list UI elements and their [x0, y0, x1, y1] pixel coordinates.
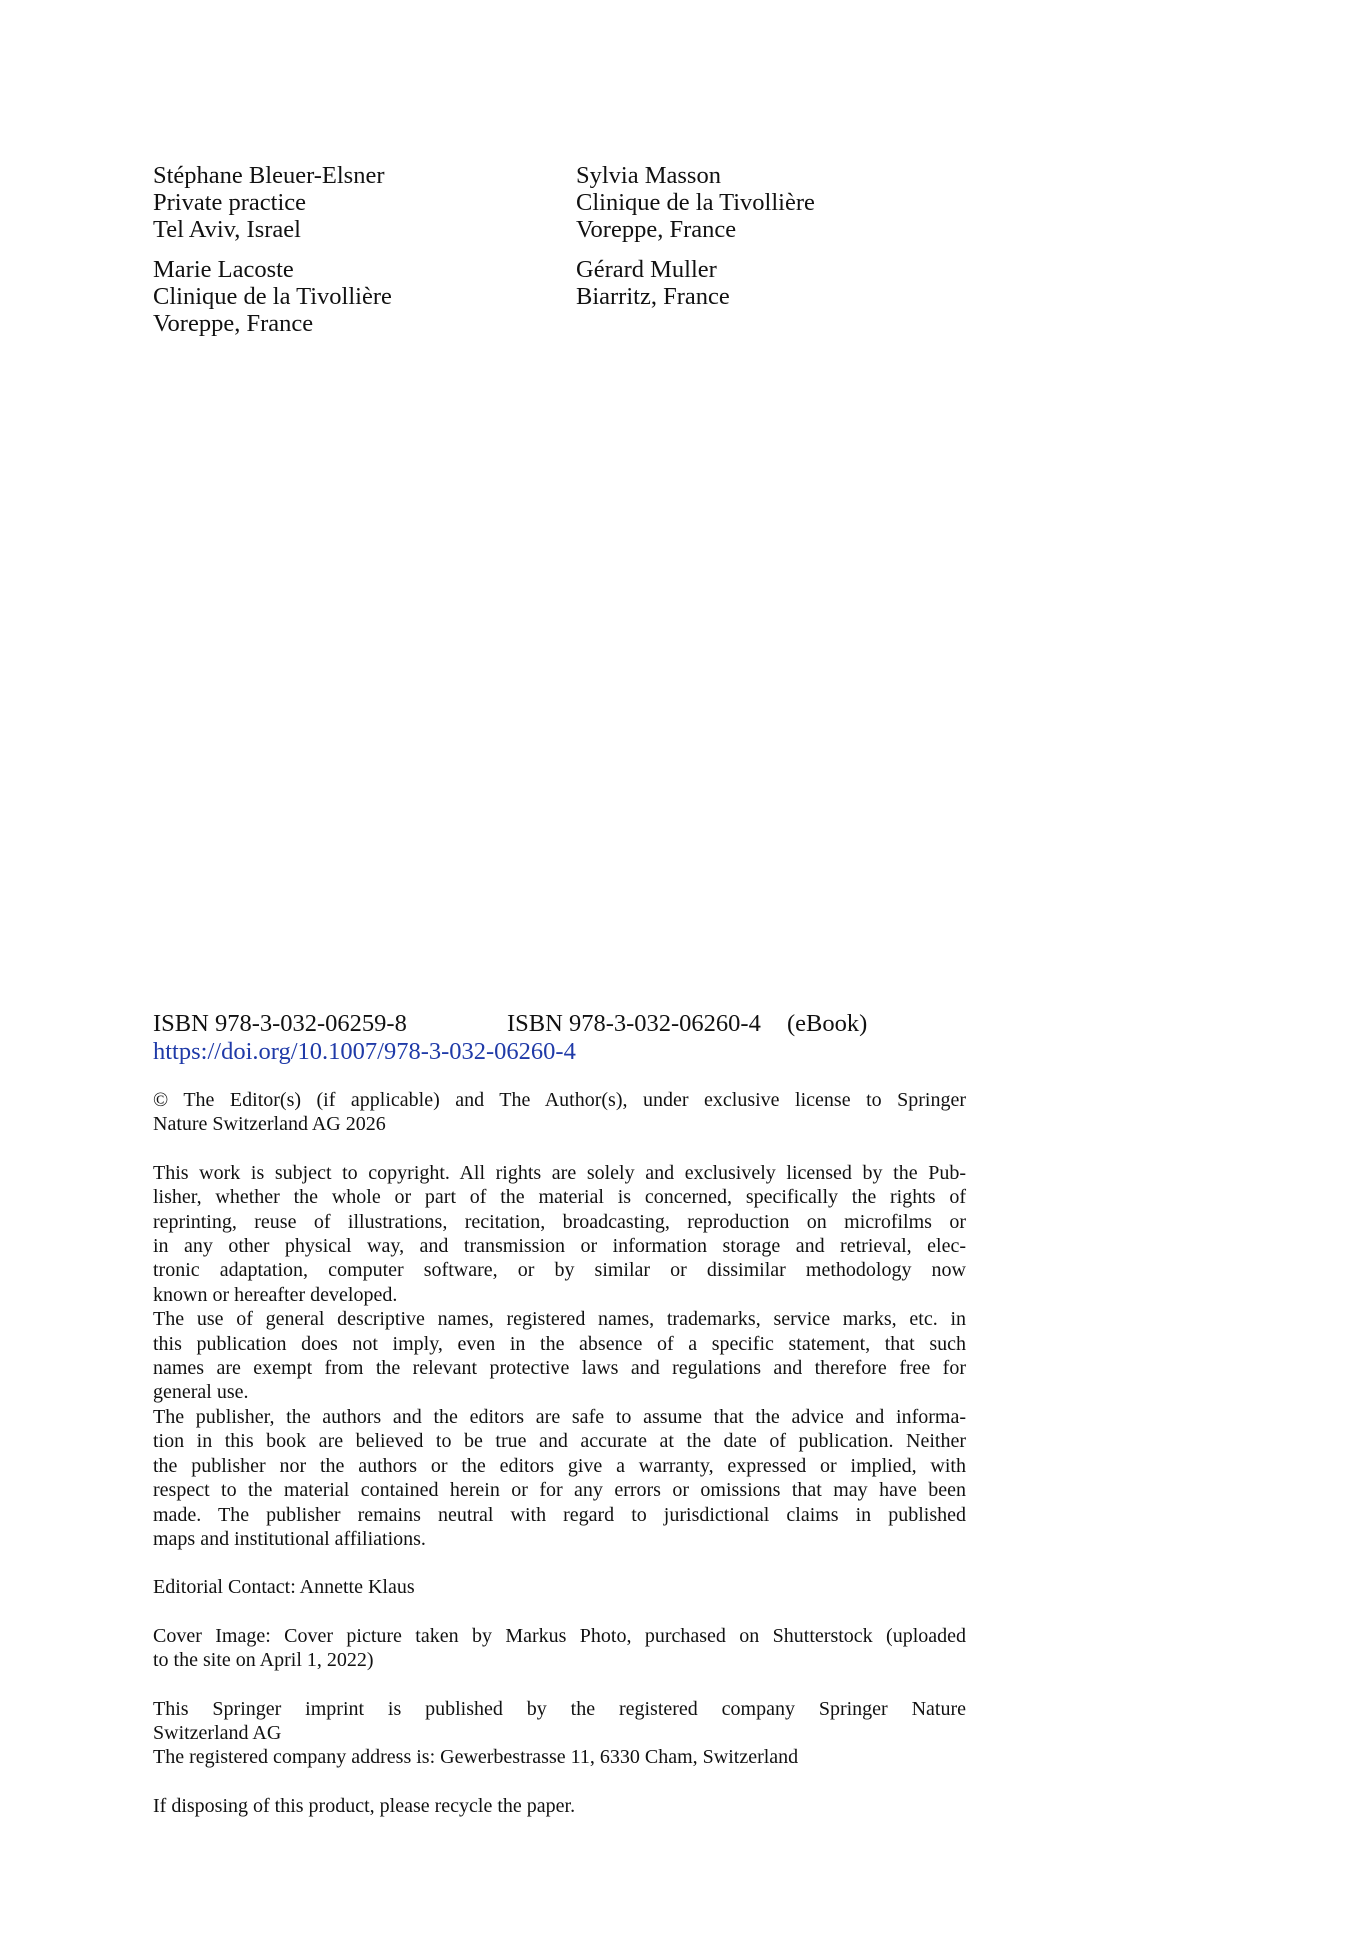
author-location: Biarritz, France: [576, 283, 730, 310]
rights-line: The use of general descriptive names, registered names, trademarks, service marks, etc. in: [153, 1308, 966, 1331]
rights-line: known or hereafter developed.: [153, 1283, 398, 1306]
rights-line: lisher, whether the whole or part of the material is concerned, specifically the rights of: [153, 1186, 966, 1209]
rights-line: tion in this book are believed to be true and accurate at the date of publication. Neither: [153, 1430, 966, 1453]
rights-line: tronic adaptation, computer software, or by similar or dissimilar methodology now: [153, 1259, 966, 1282]
author-location: Voreppe, France: [153, 310, 314, 337]
rights-line: reprinting, reuse of illustrations, recitation, broadcasting, reproduction on microfilms or: [153, 1210, 966, 1233]
copyright-notice: [153, 1088, 966, 1137]
imprint-block: [153, 1010, 966, 1818]
author-name: Gérard Muller: [576, 256, 717, 283]
editorial-contact: Editorial Contact: Annette Klaus: [153, 1576, 415, 1599]
author-location: Tel Aviv, Israel: [153, 216, 301, 243]
author-name: Stéphane Bleuer-Elsner: [153, 162, 385, 189]
author-name: Sylvia Masson: [576, 162, 721, 189]
rights-line: names are exempt from the relevant protective laws and regulations and therefore free for: [153, 1357, 966, 1380]
author-entry: [153, 162, 385, 243]
author-location: Voreppe, France: [576, 216, 737, 243]
cover-line: to the site on April 1, 2022): [153, 1649, 374, 1672]
rights-line: maps and institutional affiliations.: [153, 1527, 426, 1550]
isbn-row: [153, 1010, 966, 1037]
isbn-print: ISBN 978-3-032-06259-8: [153, 1010, 407, 1037]
rights-notice: [153, 1161, 966, 1552]
rights-line: made. The publisher remains neutral with regard to jurisdictional claims in published: [153, 1503, 966, 1526]
recycle-notice: If disposing of this product, please recycle the paper.: [153, 1794, 576, 1817]
isbn-ebook-label: (eBook): [787, 1010, 868, 1037]
rights-line: This work is subject to copyright. All rights are solely and exclusively licensed by the Pub-: [153, 1161, 966, 1184]
cover-line: Cover Image: Cover picture taken by Markus Photo, purchased on Shutterstock (uploaded: [153, 1624, 966, 1647]
author-name: Marie Lacoste: [153, 256, 294, 283]
rights-line: respect to the material contained herein or for any errors or omissions that may have been: [153, 1479, 966, 1502]
rights-line: this publication does not imply, even in the absence of a specific statement, that such: [153, 1332, 966, 1355]
author-affiliation: Clinique de la Tivollière: [576, 189, 815, 216]
author-entry: [576, 162, 815, 243]
isbn-ebook: ISBN 978-3-032-06260-4: [507, 1010, 761, 1037]
author-entry: [576, 256, 730, 310]
doi-link[interactable]: https://doi.org/10.1007/978-3-032-06260-4: [153, 1038, 576, 1065]
rights-line: The publisher, the authors and the editors are safe to assume that the advice and informa-: [153, 1405, 966, 1428]
company-notice: [153, 1697, 966, 1770]
copyright-line: Nature Switzerland AG 2026: [153, 1113, 386, 1136]
author-affiliation: Clinique de la Tivollière: [153, 283, 392, 310]
author-affiliation: Private practice: [153, 189, 307, 216]
rights-line: in any other physical way, and transmission or information storage and retrieval, elec-: [153, 1235, 966, 1258]
company-line: The registered company address is: Gewerbestrasse 11, 6330 Cham, Switzerland: [153, 1746, 799, 1769]
rights-line: general use.: [153, 1381, 249, 1404]
company-line: This Springer imprint is published by the registered company Springer Nature: [153, 1697, 966, 1720]
rights-line: the publisher nor the authors or the editors give a warranty, expressed or implied, with: [153, 1454, 966, 1477]
author-entry: [153, 256, 392, 337]
cover-image-credit: [153, 1624, 966, 1673]
company-line: Switzerland AG: [153, 1721, 282, 1744]
copyright-line: © The Editor(s) (if applicable) and The Author(s), under exclusive license to Springer: [153, 1089, 966, 1111]
